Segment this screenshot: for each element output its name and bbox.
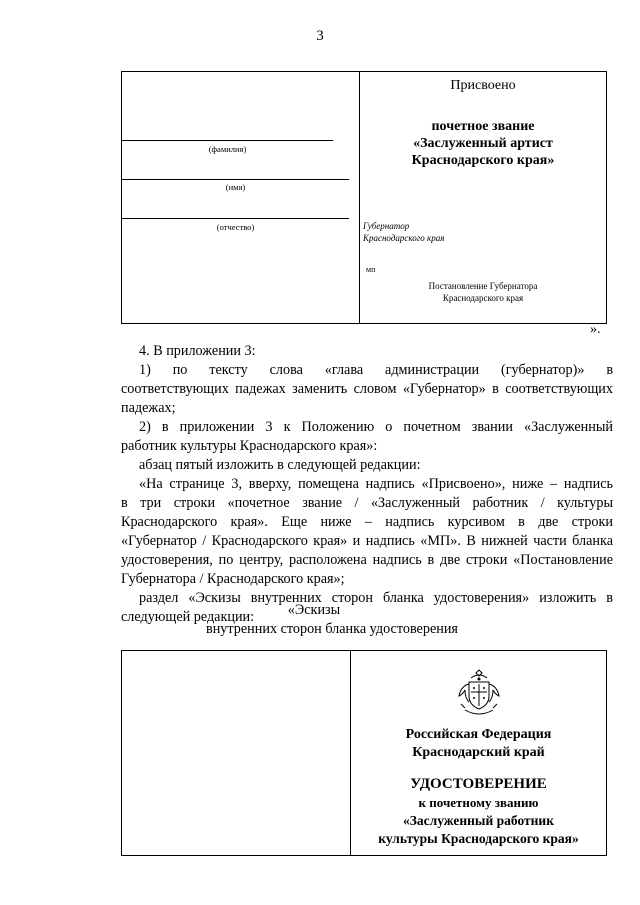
sub-item-2-line-1: 2) в приложении 3 к Положению о почетном звании «Заслуженный xyxy=(139,419,613,435)
word: в xyxy=(121,495,128,511)
section-line-2: следующей редакции: xyxy=(121,609,255,625)
document-type: УДОСТОВЕРЕНИЕ xyxy=(410,776,547,792)
closing-quote: ». xyxy=(590,322,601,337)
governor-label-1: Губернатор xyxy=(363,221,410,231)
sketch-heading-text-1: «Эскизы xyxy=(287,602,341,618)
award-title-1: «Заслуженный работник xyxy=(403,813,554,828)
abstract-five-line: абзац пятый изложить в следующей редакции: xyxy=(139,457,421,473)
quote-line-3: Краснодарского края». Еще ниже – надпись курсивом в две строки xyxy=(121,514,613,530)
quote-line-1: «На странице 3, вверху, помещена надпись «Присвоено», ниже – надпись xyxy=(139,476,613,492)
decree-line-2: Краснодарского края xyxy=(442,293,524,303)
quote-line-4: «Губернатор / Краснодарского края» и надпись «МП». В нижней части бланка xyxy=(121,533,613,549)
body-text xyxy=(121,342,613,627)
section-line-1: раздел «Эскизы внутренних сторон бланка удостоверения» изложить в xyxy=(139,590,613,606)
word: тексту xyxy=(209,362,248,378)
decree-line-1: Постановление Губернатора xyxy=(428,281,538,291)
title-line-1: почетное звание xyxy=(431,119,535,134)
word: работник / культуры xyxy=(472,495,614,511)
page-number: 3 xyxy=(316,28,324,44)
word: 1) по xyxy=(139,362,188,378)
word: (губернатор)» xyxy=(501,362,585,378)
governor-label-2: Краснодарского края xyxy=(363,233,445,243)
title-line-3: Краснодарского края» xyxy=(411,153,555,168)
word: строки xyxy=(173,495,216,511)
word: в xyxy=(606,362,614,378)
word: слова xyxy=(269,362,303,378)
document-subtitle: к почетному званию xyxy=(418,795,539,810)
sub-item-2-line-2: работник культуры Краснодарского края»: xyxy=(121,438,378,454)
name-label: (имя) xyxy=(225,182,246,192)
name-line xyxy=(122,179,349,180)
item-4-heading: 4. В приложении 3: xyxy=(139,343,256,359)
sub-item-1-line-3: падежах; xyxy=(121,400,176,416)
word: «почетное xyxy=(227,495,290,511)
coat-of-arms-icon xyxy=(455,668,503,718)
certificate-sketch-cover xyxy=(121,650,607,856)
right-half xyxy=(360,72,606,323)
word: звание / «Заслуженный xyxy=(302,495,460,511)
sub-item-1-line-1 xyxy=(121,361,613,380)
patronymic-line xyxy=(122,218,349,219)
country-name: Российская Федерация xyxy=(405,727,552,742)
award-title-2: культуры Краснодарского края» xyxy=(378,831,579,846)
title-line-2: «Заслуженный артист xyxy=(413,136,553,151)
surname-label: (фамилия) xyxy=(208,144,247,154)
sketch-heading-text-2: внутренних сторон бланка удостоверения xyxy=(206,621,458,637)
right-half xyxy=(351,651,606,855)
quote-line-5: удостоверения, по центру, расположена надпись в две строки «Постановление xyxy=(121,552,613,568)
word: три xyxy=(140,495,162,511)
quote-line-2 xyxy=(121,494,613,513)
quote-line-6: Губернатора / Краснодарского края»; xyxy=(121,571,345,587)
sketch-heading-2 xyxy=(0,621,640,638)
word: администрации xyxy=(385,362,480,378)
surname-line xyxy=(122,140,333,141)
certificate-sketch-page-3 xyxy=(121,71,607,324)
assigned-label: Присвоено xyxy=(450,78,516,93)
sketch-heading-1 xyxy=(0,602,640,619)
patronymic-label: (отчество) xyxy=(216,222,255,232)
sub-item-1-line-2: соответствующих падежах заменить словом «Губернатор» в соответствующих xyxy=(121,381,613,397)
word: «глава xyxy=(324,362,364,378)
seal-label: мп xyxy=(366,265,376,274)
region-name: Краснодарский край xyxy=(412,745,545,760)
